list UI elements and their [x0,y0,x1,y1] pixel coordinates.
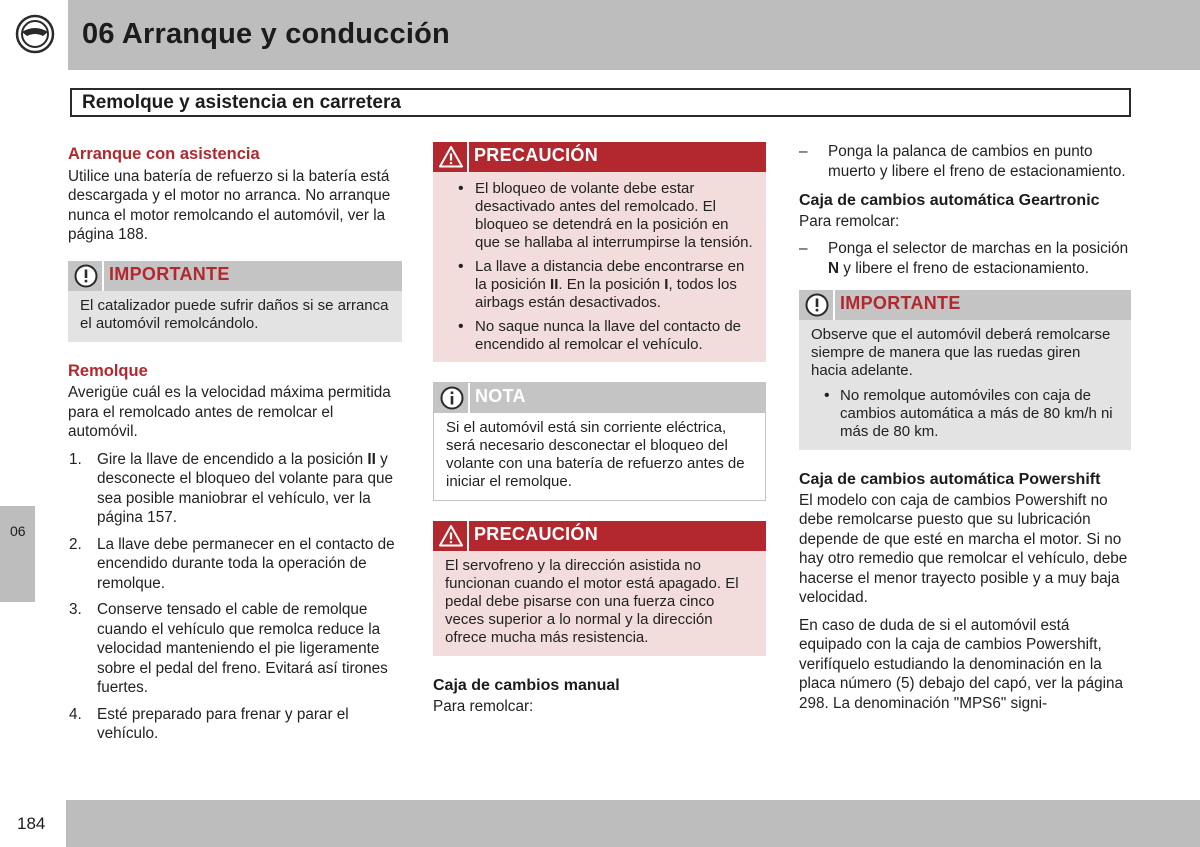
list-item: • No remolque automóviles con caja de cambios automática a más de 80 km/h ni más de 80 km. [811,387,1120,441]
step-number: 1. [69,450,82,468]
important-box-header [799,290,1131,320]
box-header-separator [468,383,470,413]
caution-bold: I [664,276,669,293]
warning-triangle-icon [439,145,463,169]
heading-powershift: Caja de cambios automática Powershift [799,471,1101,488]
list-item: • El bloqueo de volante debe estar desactivado antes del remolcado. El bloqueo se detendrá en la posición en que se hallaba al interrumpirse la tensión. [445,180,755,252]
warning-triangle-icon [439,524,463,548]
list-item [799,239,1131,278]
steering-wheel-icon [15,14,55,54]
step-text-after: y desconecte el bloqueo del volante para que sea posible maniobrar el vehículo, ver la página 157. [97,450,393,526]
caution-list [433,172,766,362]
towing-steps-list [68,450,402,744]
important-body [799,320,1131,450]
column-right [799,142,1131,721]
dash-marker: – [799,143,808,160]
note-text: Si el automóvil está sin corriente eléctrica, será necesario desconectar el bloqueo del volante con una batería de refuerzo antes de iniciar el remolque. [434,413,765,500]
paragraph-arranque: Utilice una batería de refuerzo si la batería está descargada y el motor no arranca. No arranque nunca el motor remolcando el automóvil, ver la página 188. [68,167,391,243]
column-middle [433,142,766,724]
important-label: IMPORTANTE [109,263,230,284]
important-box-header [68,261,402,291]
heading-remolque: Remolque [68,361,148,380]
exclamation-icon [74,264,98,288]
dash-bold: N [828,259,840,277]
paragraph-powershift-2: En caso de duda de si el automóvil está equipado con la caja de cambios Powershift, verifíquelo estudiando la denominación en la placa número (5) debajo del capó, ver la página 298. La denominación "MPS6" signi- [799,616,1123,712]
caution-text: . En la posición [558,276,665,293]
box-header-separator [102,261,104,291]
section-title: Remolque y asistencia en carretera [82,92,401,113]
step-number: 4. [69,705,82,723]
important-box-catalizador [68,261,402,342]
chapter-title: 06 Arranque y conducción [82,18,450,50]
page-number: 184 [17,814,46,833]
dash-text: Ponga la palanca de cambios en punto muerto y libere el freno de estacionamiento. [828,143,1126,180]
step-text: Gire la llave de encendido a la posición [97,450,368,468]
heading-geartronic: Caja de cambios automática Geartronic [799,192,1100,209]
important-label: IMPORTANTE [840,293,961,313]
note-label: NOTA [475,386,526,406]
step-text: Conserve tensado el cable de remolque cuando el vehículo que remolca reduce la velocidad manteniendo el pie ligeramente sobre el pedal del freno. Evitará así tirones fuertes. [97,601,388,696]
footer-band [66,800,1200,847]
paragraph-para-remolcar: Para remolcar: [799,212,900,230]
step-text: Esté preparado para frenar y parar el vehículo. [97,705,349,742]
list-item: • No saque nunca la llave del contacto de encendido al remolcar el vehículo. [445,318,755,354]
paragraph-para-remolcar: Para remolcar: [433,697,534,715]
caution-text: La llave a distancia debe encontrarse en la posición [475,258,745,293]
note-box [433,382,766,501]
box-header-separator [833,290,835,320]
list-item [68,450,402,528]
side-tab-label: 06 [10,523,26,539]
heading-arranque-asistencia: Arranque con asistencia [68,145,260,163]
dash-text: Ponga el selector de marchas en la posición [828,240,1129,257]
list-item [799,142,1131,181]
exclamation-icon [805,293,829,317]
important-text: El catalizador puede sufrir daños si se arranca el automóvil remolcándolo. [68,291,402,342]
note-box-header [434,383,765,413]
paragraph-remolque: Averigüe cuál es la velocidad máxima permitida para el remolcado antes de remolcar el automóvil. [68,384,391,440]
step-bold: II [367,450,376,468]
step-text: La llave debe permanecer en el contacto de encendido durante toda la operación de remolque. [97,535,395,592]
caution-box-brakes [433,521,766,656]
dash-text-after: y libere el freno de estacionamiento. [839,259,1090,277]
list-item [445,258,755,312]
caution-label: PRECAUCIÓN [474,145,599,165]
box-header-separator [467,521,469,551]
step-number: 3. [69,601,82,618]
step-number: 2. [69,535,82,553]
list-item [68,705,402,744]
caution-bold: II [550,276,559,293]
caution-text: El servofreno y la dirección asistida no funcionan cuando el motor está apagado. El pedal debe pisarse con una fuerza cinco veces superior a lo normal y la dirección ofrece mucha más resistencia. [433,551,766,656]
important-list [811,387,1120,441]
header-left-area [0,0,68,70]
heading-caja-manual: Caja de cambios manual [433,677,620,694]
chapter-side-tab [0,506,35,602]
list-item [68,535,402,594]
info-icon [440,386,464,410]
column-left [68,142,402,751]
caution-box-header [433,521,766,551]
list-item [68,600,402,698]
important-text: Observe que el automóvil deberá remolcarse siempre de manera que las ruedas giren hacia adelante. [811,326,1111,379]
caution-box-steering-lock [433,142,766,362]
caution-text: , todos los airbags están desactivados. [475,276,737,311]
caution-box-header [433,142,766,172]
section-header [70,88,1131,117]
paragraph-powershift-1: El modelo con caja de cambios Powershift no debe remolcarse puesto que su lubricación depende de que esté en marcha el motor. Si no hay otro remedio que remolcar el vehículo, debe hacerse el menor trayecto posible y a muy baja velocidad. [799,491,1128,606]
caution-label: PRECAUCIÓN [474,524,599,544]
important-box-automatic [799,290,1131,450]
dash-list [799,239,1131,278]
box-header-separator [467,142,469,172]
dash-marker: – [799,240,808,257]
dash-list [799,142,1131,181]
